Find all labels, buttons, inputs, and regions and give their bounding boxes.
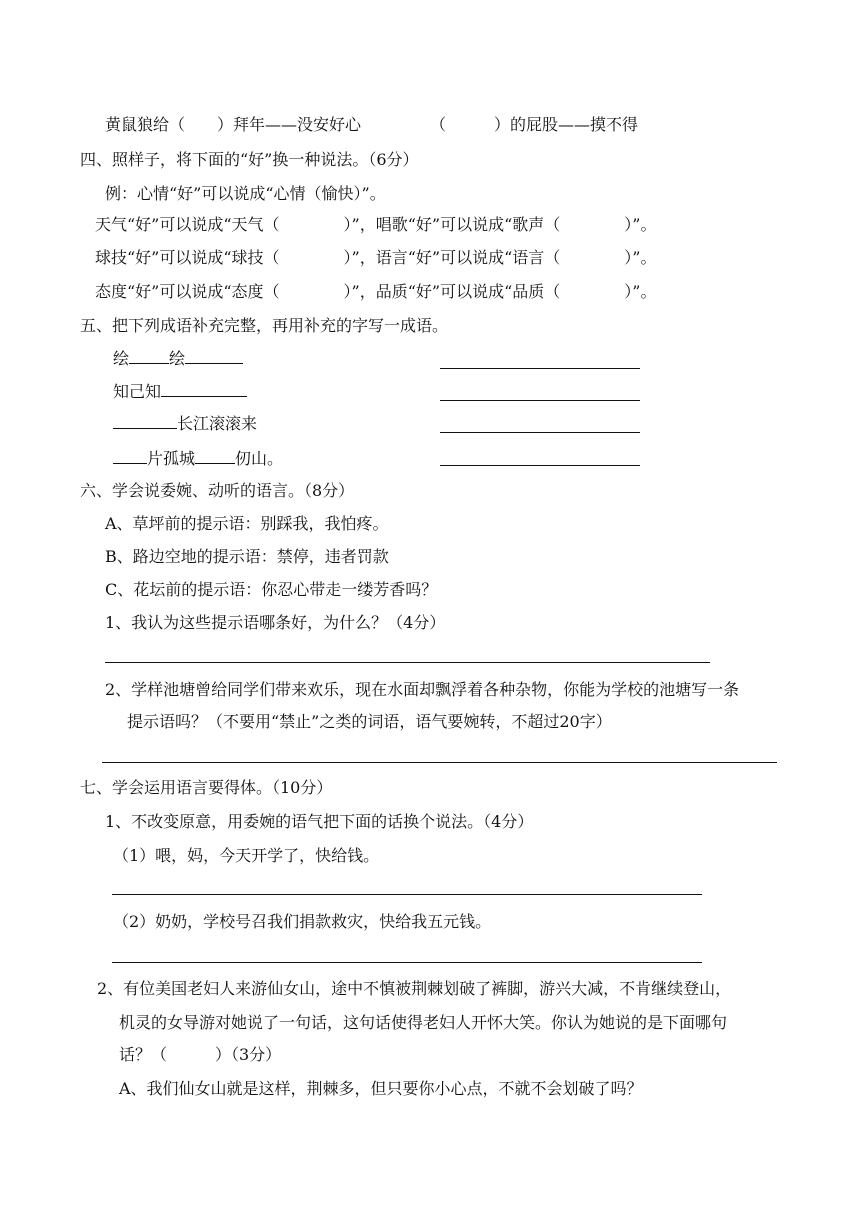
answer-line[interactable] <box>440 465 640 466</box>
section-4-row-2: 球技“好”可以说成“球技（ ）”，语言“好”可以说成“语言（ ）”。 <box>95 248 657 267</box>
idiom-item-1-char-a: 绘 <box>113 349 130 368</box>
fill-blank[interactable] <box>113 414 177 429</box>
section-4-row-1: 天气“好”可以说成“天气（ ）”，唱歌“好”可以说成“歌声（ ）”。 <box>95 215 657 234</box>
idiom-item-3 <box>113 414 257 434</box>
answer-line[interactable] <box>440 368 640 369</box>
idiom-item-3-text: 长江滚滚来 <box>177 414 258 433</box>
answer-line[interactable] <box>112 962 702 963</box>
answer-line[interactable] <box>112 894 702 895</box>
section-5-title: 五、把下列成语补充完整，再用补充的字写一成语。 <box>80 316 449 335</box>
answer-line[interactable] <box>102 762 777 763</box>
answer-line[interactable] <box>440 432 640 433</box>
section-7-question-1: 1、不改变原意，用委婉的语气把下面的话换个说法。（4分） <box>105 812 534 831</box>
idiom-item-2-text: 知己知 <box>113 382 162 401</box>
section-4-example: 例：心情“好”可以说成“心情（愉快）”。 <box>105 184 386 203</box>
fill-blank[interactable] <box>161 382 247 397</box>
section-4-title: 四、照样子，将下面的“好”换一种说法。（6分） <box>80 150 419 169</box>
idiom-item-1 <box>113 349 243 369</box>
fill-blank[interactable] <box>185 349 243 364</box>
section-7-question-2-option-a: A、我们仙女山就是这样，荆棘多，但只要你小心点，不就不会划破了吗？ <box>119 1079 643 1098</box>
idiom-item-4-text-b: 仞山。 <box>235 449 284 468</box>
fill-blank[interactable] <box>113 449 147 464</box>
fill-blank[interactable] <box>129 349 169 364</box>
idiom-item-2 <box>113 382 247 402</box>
idiom-item-1-char-b: 绘 <box>169 349 186 368</box>
section-4-row-3: 态度“好”可以说成“态度（ ）”，品质“好”可以说成“品质（ ）”。 <box>95 282 657 301</box>
section-6-question-2-line-2: 提示语吗？（不要用“禁止”之类的词语，语气要婉转，不超过20字） <box>127 712 612 731</box>
section-6-question-2-line-1: 2、学样池塘曾给同学们带来欢乐，现在水面却飘浮着各种杂物，你能为学校的池塘写一条 <box>105 680 740 699</box>
fill-blank[interactable] <box>195 449 235 464</box>
section-7-question-1-item-1: （1）喂，妈，今天开学了，快给钱。 <box>113 846 380 865</box>
section-7-question-1-item-2: （2）奶奶，学校号召我们捐款救灾，快给我五元钱。 <box>113 912 492 931</box>
section-6-question-1: 1、我认为这些提示语哪条好，为什么？（4分） <box>105 613 446 632</box>
section-7-question-2-line-3: 话？（ ）（3分） <box>119 1045 282 1064</box>
idiom-line-weasel: 黄鼠狼给（ ）拜年——没安好心 <box>105 115 362 134</box>
section-6-title: 六、学会说委婉、动听的语言。（8分） <box>80 481 355 500</box>
answer-line[interactable] <box>105 662 710 663</box>
idiom-line-tiger: （ ）的屁股——摸不得 <box>430 115 639 134</box>
section-7-title: 七、学会运用语言要得体。（10分） <box>80 778 333 797</box>
idiom-item-4-text-a: 片孤城 <box>147 449 196 468</box>
section-6-option-b: B、路边空地的提示语：禁停，违者罚款 <box>105 547 389 566</box>
section-6-option-a: A、草坪前的提示语：别踩我，我怕疼。 <box>105 514 389 533</box>
section-7-question-2-line-1: 2、有位美国老妇人来游仙女山，途中不慎被荆棘划破了裤脚，游兴大减，不肯继续登山， <box>97 979 732 998</box>
section-6-option-c: C、花坛前的提示语：你忍心带走一缕芳香吗？ <box>105 580 438 599</box>
idiom-item-4 <box>113 449 283 469</box>
answer-line[interactable] <box>440 400 640 401</box>
section-7-question-2-line-2: 机灵的女导游对她说了一句话，这句话使得老妇人开怀大笑。你认为她说的是下面哪句 <box>119 1013 728 1032</box>
